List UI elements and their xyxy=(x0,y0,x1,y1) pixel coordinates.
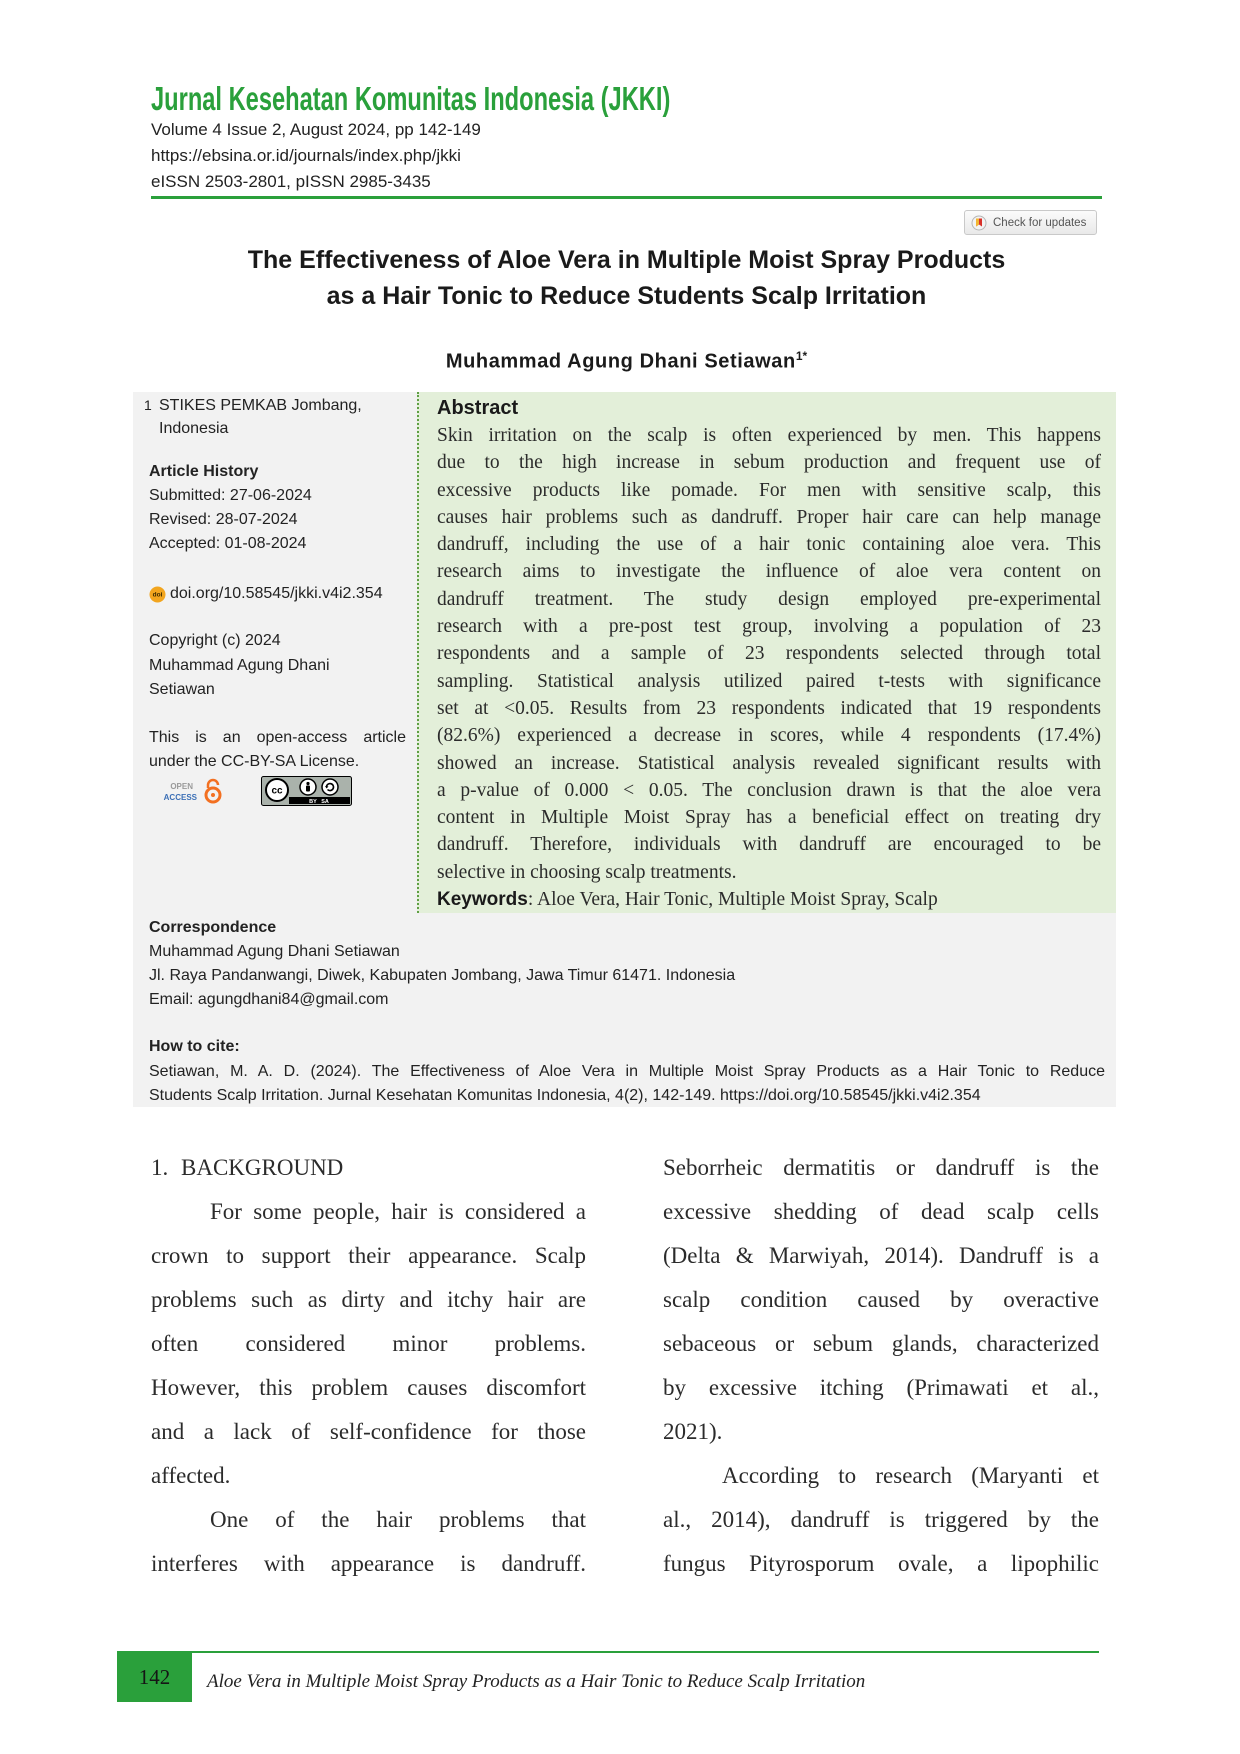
abstract-heading: Abstract xyxy=(437,397,519,419)
abstract-line: showed an increase. Statistical analysis revealed significant results with xyxy=(437,752,1101,774)
body-line: Seborrheic dermatitis or dandruff is the xyxy=(663,1155,1099,1180)
article-history-heading: Article History xyxy=(149,463,259,480)
correspondence-heading: Correspondence xyxy=(149,919,277,936)
abstract-line: research with a pre-post test group, involving a population of 23 xyxy=(437,616,1101,638)
abstract-line: selective in choosing scalp treatments. xyxy=(437,861,737,883)
abstract-line: dandruff, including the use of a hair tonic containing aloe vera. This xyxy=(437,534,1101,556)
body-line: by excessive itching (Primawati et al., xyxy=(663,1375,1099,1400)
abstract-line: research aims to investigate the influence of aloe vera content on xyxy=(437,561,1101,583)
citation-line: Setiawan, M. A. D. (2024). The Effectiveness of Aloe Vera in Multiple Moist Spray Products as a Hair Tonic to Reduce xyxy=(149,1062,1105,1080)
running-title: Aloe Vera in Multiple Moist Spray Products as a Hair Tonic to Reduce Scalp Irritation xyxy=(207,1671,866,1692)
article-history xyxy=(149,460,312,556)
affiliation-line: STIKES PEMKAB Jombang, xyxy=(159,397,362,414)
header-rule xyxy=(151,196,1102,199)
license-line: under the CC-BY-SA License. xyxy=(149,752,360,770)
body-line: 2021). xyxy=(663,1419,723,1444)
correspondence-address: Jl. Raya Pandanwangi, Diwek, Kabupaten Jombang, Jawa Timur 61471. Indonesia xyxy=(149,967,736,984)
cc-by-sa-badge xyxy=(261,776,352,806)
journal-url[interactable]: https://ebsina.or.id/journals/index.php/jkki xyxy=(151,146,461,165)
body-line: problems such as dirty and itchy hair are xyxy=(151,1287,586,1312)
affiliation-line: Indonesia xyxy=(159,420,229,437)
body-line: scalp condition caused by overactive xyxy=(663,1287,1099,1312)
keywords xyxy=(437,886,1101,913)
abstract-line: excessive products like pomade. For men with sensitive scalp, this xyxy=(437,479,1101,501)
article-title-line: The Effectiveness of Aloe Vera in Multiple Moist Spray Products xyxy=(247,246,1006,274)
check-for-updates-label: Check for updates xyxy=(993,216,1087,229)
affiliation-number: 1 xyxy=(144,397,152,413)
author-name: Muhammad Agung Dhani Setiawan xyxy=(445,350,796,373)
page-number: 142 xyxy=(117,1653,192,1702)
author-marker: 1* xyxy=(795,349,808,363)
svg-text:cc: cc xyxy=(271,785,283,797)
body-line: However, this problem causes discomfort xyxy=(151,1375,586,1400)
citation-line[interactable]: Students Scalp Irritation. Jurnal Kesehatan Komunitas Indonesia, 4(2), 142-149. https://doi.org/10.58545/jkki.v4i2.354 xyxy=(149,1087,981,1104)
body-line: One of the hair problems that xyxy=(210,1507,586,1532)
history-revised: Revised: 28-07-2024 xyxy=(149,511,298,528)
copyright xyxy=(149,629,330,703)
issn-line: eISSN 2503-2801, pISSN 2985-3435 xyxy=(151,172,431,191)
author-line xyxy=(151,344,1102,374)
abstract-line: sampling. Statistical analysis utilized paired t-tests with significance xyxy=(437,670,1101,692)
body-line: For some people, hair is considered a xyxy=(210,1199,586,1224)
svg-text:doi: doi xyxy=(152,591,163,598)
body-column-right xyxy=(663,1146,1099,1586)
doi-icon xyxy=(149,586,166,603)
check-for-updates-button[interactable] xyxy=(964,210,1097,235)
license-statement xyxy=(149,726,406,773)
body-line: interferes with appearance is dandruff. xyxy=(151,1551,586,1576)
section-number: 1. xyxy=(151,1155,169,1180)
body-line: According to research (Maryanti et xyxy=(722,1463,1099,1488)
abstract-line: a p-value of 0.000 < 0.05. The conclusion drawn is that the aloe vera xyxy=(437,779,1101,801)
abstract-line: set at <0.05. Results from 23 respondents indicated that 19 respondents xyxy=(437,697,1101,719)
abstract-line: Skin irritation on the scalp is often experienced by men. This happens xyxy=(437,425,1101,446)
body-line: (Delta & Marwiyah, 2014). Dandruff is a xyxy=(663,1243,1099,1268)
volume-line: Volume 4 Issue 2, August 2024, pp 142-149 xyxy=(151,120,481,139)
article-title xyxy=(151,242,1102,314)
abstract-line: respondents and a sample of 23 respondents selected through total xyxy=(437,643,1101,665)
body-line: fungus Pityrosporum ovale, a lipophilic xyxy=(663,1551,1099,1576)
crossmark-icon xyxy=(971,215,987,231)
correspondence-email[interactable]: Email: agungdhani84@gmail.com xyxy=(149,991,389,1008)
section-heading xyxy=(151,1146,586,1190)
correspondence xyxy=(149,916,735,1012)
how-to-cite xyxy=(149,1035,1105,1109)
doi-link[interactable] xyxy=(149,582,383,606)
correspondence-name: Muhammad Agung Dhani Setiawan xyxy=(149,943,400,960)
doi-text[interactable]: doi.org/10.58545/jkki.v4i2.354 xyxy=(170,585,383,602)
body-line: crown to support their appearance. Scalp xyxy=(151,1243,586,1268)
svg-text:ACCESS: ACCESS xyxy=(163,793,197,802)
section-title: BACKGROUND xyxy=(181,1155,344,1180)
footer-rule xyxy=(117,1651,1099,1653)
abstract-line: due to the high increase in sebum production and frequent use of xyxy=(437,452,1101,474)
svg-text:BY SA: BY SA xyxy=(309,799,329,805)
open-access-logo xyxy=(163,778,234,805)
svg-text:OPEN: OPEN xyxy=(170,782,193,791)
body-column-left xyxy=(151,1146,586,1586)
keywords-list: : Aloe Vera, Hair Tonic, Multiple Moist Spray, Scalp xyxy=(527,889,938,911)
article-title-line: as a Hair Tonic to Reduce Students Scalp Irritation xyxy=(326,282,927,310)
license-line: This is an open-access article xyxy=(149,729,406,746)
copyright-line: Muhammad Agung Dhani xyxy=(149,656,330,674)
body-line: affected. xyxy=(151,1463,231,1488)
history-submitted: Submitted: 27-06-2024 xyxy=(149,487,312,504)
journal-meta xyxy=(151,117,481,195)
body-line: sebaceous or sebum glands, characterized xyxy=(663,1331,1099,1356)
abstract-line: dandruff. Therefore, individuals with dandruff are encouraged to be xyxy=(437,834,1101,856)
body-line: and a lack of self-confidence for those xyxy=(151,1419,586,1444)
copyright-line: Copyright (c) 2024 xyxy=(149,632,281,649)
affiliation xyxy=(144,394,362,440)
keywords-label: Keywords xyxy=(437,889,528,911)
body-line: al., 2014), dandruff is triggered by the xyxy=(663,1507,1099,1532)
abstract-line: (82.6%) experienced a decrease in scores, while 4 respondents (17.4%) xyxy=(437,725,1101,747)
abstract-line: content in Multiple Moist Spray has a beneficial effect on treating dry xyxy=(437,807,1101,829)
journal-title: Jurnal Kesehatan Komunitas Indonesia (JKKI) xyxy=(151,80,671,117)
copyright-line: Setiawan xyxy=(149,681,215,698)
abstract-line: causes hair problems such as dandruff. Proper hair care can help manage xyxy=(437,506,1101,528)
abstract-text xyxy=(437,422,1101,913)
body-line: excessive shedding of dead scalp cells xyxy=(663,1199,1099,1224)
body-line: often considered minor problems. xyxy=(151,1331,586,1356)
abstract-line: dandruff treatment. The study design employed pre-experimental xyxy=(437,588,1101,610)
how-to-cite-heading: How to cite: xyxy=(149,1038,240,1055)
history-accepted: Accepted: 01-08-2024 xyxy=(149,535,307,552)
